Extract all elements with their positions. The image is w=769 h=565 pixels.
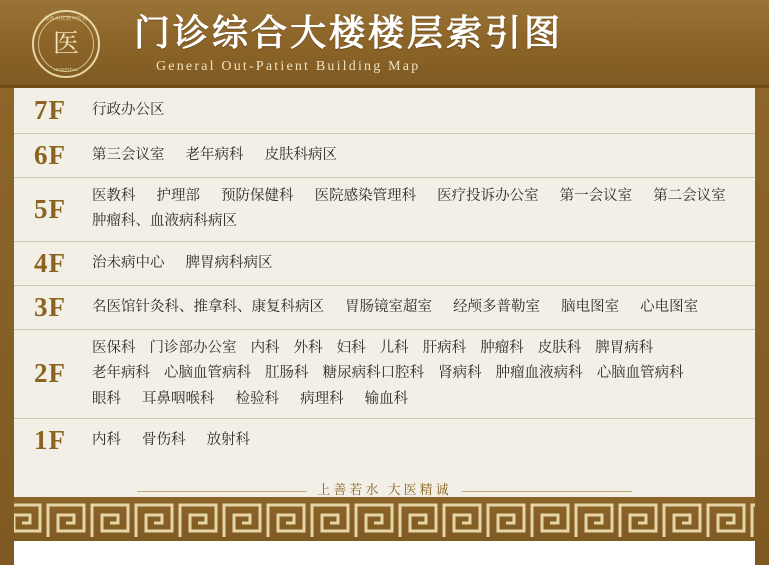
logo-arc-bottom-text: HOSPITAL [53,67,79,72]
bottom-white-strip [0,541,769,565]
logo-container [0,10,132,78]
department-item: 皮肤科病区 [264,146,338,163]
department-item: 预防保健科 [221,188,294,204]
department-item: 名医馆针灸科、推拿科、康复科病区 [92,298,324,315]
department-item: 第一会议室 [559,188,633,204]
left-border-column [0,88,14,565]
department-item: 肿瘤科 [480,339,524,356]
department-item: 老年病科 [185,146,244,163]
floor-departments [86,330,755,418]
department-item: 内科 [92,432,121,449]
right-border-column [755,88,769,565]
floor-label: 2F [34,358,66,389]
floor-list [0,88,769,473]
dept-line [92,209,755,234]
dept-line [92,387,755,412]
floor-row [14,242,755,286]
department-item: 第二会议室 [653,188,726,204]
department-item: 第三会议室 [92,146,165,163]
floor-label: 6F [34,140,66,170]
department-item: 心电图室 [640,298,699,315]
dept-line [92,251,755,276]
floor-row [14,88,755,134]
dept-line [92,98,755,123]
department-item: 医院感染管理科 [314,188,417,204]
greek-key-pattern-icon [0,497,769,541]
dept-line [92,336,755,361]
department-item: 肝病科 [422,339,467,356]
floor-label: 1F [34,425,66,456]
department-item: 门诊部办公室 [149,339,237,356]
department-item: 妇科 [336,339,366,356]
department-item: 脾胃病科 [595,339,654,356]
footer [0,473,769,565]
hospital-logo-icon [32,10,100,78]
department-item: 肿瘤科、血液病科病区 [92,213,237,230]
motto-divider-right [462,491,632,492]
floor-label: 7F [34,95,66,125]
dept-line [92,428,755,453]
department-item: 脾胃病科病区 [185,254,273,271]
department-item: 放射科 [206,432,251,449]
department-item: 医教科 [92,188,136,204]
department-item: 胃肠镜室超室 [345,298,433,315]
department-item: 肿瘤血液病科 [495,365,583,382]
floor-row [14,286,755,330]
department-item: 心脑血管病科 [164,365,252,382]
department-item: 脑电图室 [561,298,620,315]
logo-arc-top-text: 湘西州民族中医院 [43,16,88,22]
department-item: 输血科 [364,390,409,407]
floor-row [14,330,755,419]
department-item: 糖尿病科口腔科 [322,365,425,382]
floor-departments [86,92,755,129]
dept-line [92,361,755,386]
department-item: 经颅多普勒室 [453,298,541,315]
title-block [132,13,563,74]
department-item: 医保科 [92,339,136,356]
floor-label: 5F [34,193,66,224]
page-title: 门诊综合大楼楼层索引图 [134,13,564,54]
department-item: 内科 [250,339,280,356]
department-item: 病理科 [300,390,344,407]
department-item: 医疗投诉办公室 [437,188,539,204]
header [0,0,769,88]
department-item: 皮肤科 [537,339,582,356]
floor-label: 3F [34,291,66,322]
decorative-border-band [0,497,769,541]
department-item: 外科 [293,339,323,356]
floor-row [14,134,755,178]
motto-divider-left [137,491,307,492]
department-item: 眼科 [92,390,121,407]
department-item: 老年病科 [92,365,150,382]
department-item: 耳鼻咽喉科 [142,390,215,407]
department-item: 儿科 [379,339,409,356]
department-item: 检验科 [235,390,280,407]
floor-row [14,178,755,242]
dept-line [92,143,755,168]
department-item: 骨伤科 [142,432,186,449]
floor-departments [86,245,755,282]
floor-departments [86,289,755,326]
department-item: 行政办公区 [92,101,165,118]
department-item: 肛肠科 [265,365,309,382]
dept-line [92,295,755,320]
floor-departments [86,178,755,241]
floor-label: 4F [34,247,66,278]
department-item: 肾病科 [438,365,482,382]
department-item: 治未病中心 [92,254,165,271]
department-item: 护理部 [156,188,201,204]
floor-departments [86,422,755,459]
logo-glyph: 医 [52,29,79,58]
floor-departments [86,137,755,174]
department-item: 心脑血管病科 [596,365,684,382]
floor-row [14,419,755,463]
dept-line [92,184,755,209]
motto-text: 上善若水 大医精诚 [317,482,452,497]
page-subtitle: General Out-Patient Building Map [156,58,421,74]
